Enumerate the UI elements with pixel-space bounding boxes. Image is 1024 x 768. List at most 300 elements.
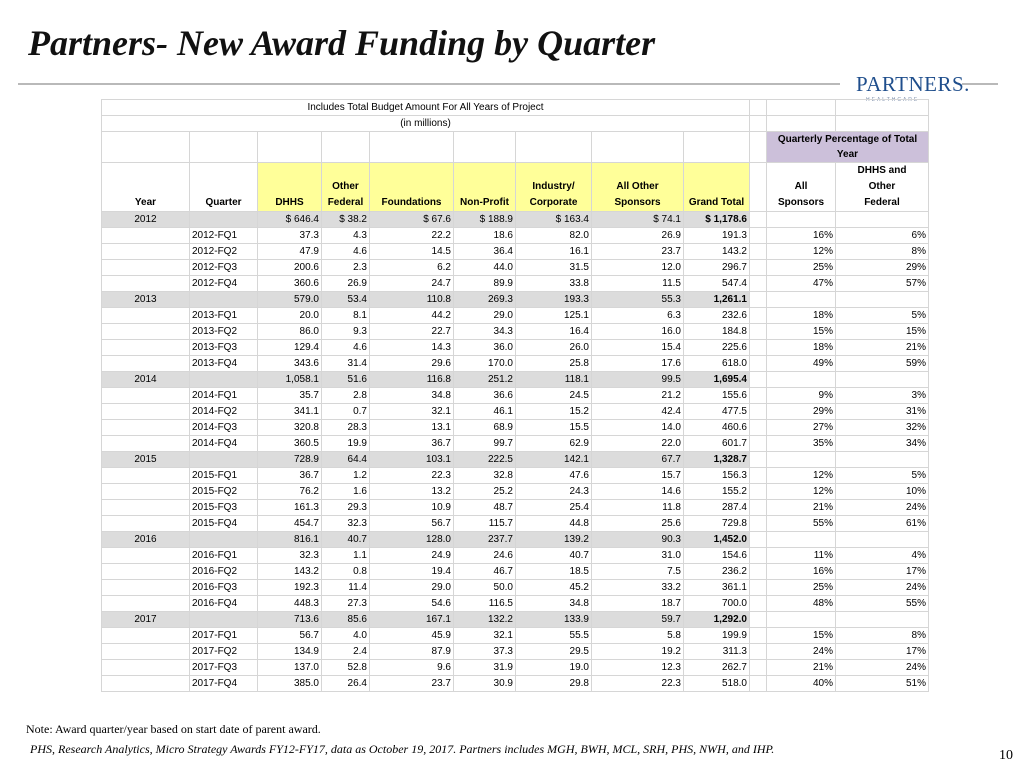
- quarter-row: [102, 644, 929, 660]
- cell-other_federal: $ 38.2: [322, 212, 370, 228]
- spacer-cell: [750, 260, 767, 276]
- column-header-line: [456, 179, 513, 195]
- cell-all_other_sponsors: 16.0: [592, 324, 684, 340]
- cell-year: [102, 580, 190, 596]
- cell-year: [102, 564, 190, 580]
- cell-foundations: 54.6: [370, 596, 454, 612]
- cell-all_other_sponsors: 55.3: [592, 292, 684, 308]
- cell-grand_total: 225.6: [684, 340, 750, 356]
- cell-foundations: 22.2: [370, 228, 454, 244]
- cell-dhhs: 47.9: [258, 244, 322, 260]
- cell-dhhs: 816.1: [258, 532, 322, 548]
- spacer-cell: [750, 308, 767, 324]
- cell-quarter: 2014-FQ3: [190, 420, 258, 436]
- subtitle-row-1: [102, 100, 929, 116]
- cell-year: [102, 420, 190, 436]
- cell-non_profit: $ 188.9: [454, 212, 516, 228]
- cell-other_federal: 53.4: [322, 292, 370, 308]
- cell-pct_dhhs_other_federal: 51%: [836, 676, 929, 692]
- cell-pct_dhhs_other_federal: 61%: [836, 516, 929, 532]
- cell-industry_corporate: 33.8: [516, 276, 592, 292]
- spacer-cell: [750, 244, 767, 260]
- cell-foundations: 22.7: [370, 324, 454, 340]
- quarter-row: [102, 308, 929, 324]
- cell-foundations: $ 67.6: [370, 212, 454, 228]
- cell-other_federal: 27.3: [322, 596, 370, 612]
- cell-pct_dhhs_other_federal: [836, 292, 929, 308]
- cell-industry_corporate: 29.8: [516, 676, 592, 692]
- quarter-row: [102, 516, 929, 532]
- column-header-line: [260, 179, 319, 195]
- cell-pct_all_sponsors: 15%: [767, 628, 836, 644]
- cell-grand_total: 729.8: [684, 516, 750, 532]
- cell-grand_total: 1,695.4: [684, 372, 750, 388]
- cell-all_other_sponsors: 21.2: [592, 388, 684, 404]
- cell-quarter: 2012-FQ4: [190, 276, 258, 292]
- cell-other_federal: 0.7: [322, 404, 370, 420]
- spacer-cell: [750, 292, 767, 308]
- cell-dhhs: 134.9: [258, 644, 322, 660]
- cell-dhhs: 1,058.1: [258, 372, 322, 388]
- cell-non_profit: 31.9: [454, 660, 516, 676]
- cell-other_federal: 51.6: [322, 372, 370, 388]
- year-total-row: [102, 532, 929, 548]
- cell-pct_all_sponsors: 18%: [767, 340, 836, 356]
- cell-pct_dhhs_other_federal: [836, 372, 929, 388]
- cell-non_profit: 37.3: [454, 644, 516, 660]
- cell-dhhs: 454.7: [258, 516, 322, 532]
- cell-pct_all_sponsors: 11%: [767, 548, 836, 564]
- cell-dhhs: 200.6: [258, 260, 322, 276]
- column-header-line: [260, 163, 319, 179]
- cell-foundations: 34.8: [370, 388, 454, 404]
- cell-all_other_sponsors: 11.5: [592, 276, 684, 292]
- cell-dhhs: 579.0: [258, 292, 322, 308]
- cell-grand_total: 156.3: [684, 468, 750, 484]
- cell-year: 2014: [102, 372, 190, 388]
- cell-quarter: 2013-FQ2: [190, 324, 258, 340]
- cell-non_profit: 36.4: [454, 244, 516, 260]
- cell-quarter: [190, 212, 258, 228]
- cell-quarter: [190, 292, 258, 308]
- cell-pct_all_sponsors: [767, 292, 836, 308]
- cell-pct_dhhs_other_federal: 8%: [836, 244, 929, 260]
- cell-quarter: 2014-FQ4: [190, 436, 258, 452]
- cell-pct_all_sponsors: 9%: [767, 388, 836, 404]
- quarter-row: [102, 548, 929, 564]
- cell-non_profit: 89.9: [454, 276, 516, 292]
- quarter-row: [102, 324, 929, 340]
- cell-dhhs: 56.7: [258, 628, 322, 644]
- cell-pct_dhhs_other_federal: 17%: [836, 564, 929, 580]
- cell-other_federal: 2.8: [322, 388, 370, 404]
- column-header-line: [686, 179, 747, 195]
- quarter-row: [102, 340, 929, 356]
- table-subtitle-line2: (in millions): [102, 116, 750, 132]
- cell-industry_corporate: 44.8: [516, 516, 592, 532]
- cell-grand_total: 1,261.1: [684, 292, 750, 308]
- cell-year: 2017: [102, 612, 190, 628]
- cell-industry_corporate: 55.5: [516, 628, 592, 644]
- cell-grand_total: 1,452.0: [684, 532, 750, 548]
- column-header-line: Other: [868, 181, 896, 192]
- cell-foundations: 22.3: [370, 468, 454, 484]
- cell-all_other_sponsors: $ 74.1: [592, 212, 684, 228]
- cell-grand_total: 155.2: [684, 484, 750, 500]
- cell-industry_corporate: 125.1: [516, 308, 592, 324]
- cell-other_federal: 52.8: [322, 660, 370, 676]
- cell-all_other_sponsors: 14.0: [592, 420, 684, 436]
- cell-non_profit: 50.0: [454, 580, 516, 596]
- cell-pct_all_sponsors: 29%: [767, 404, 836, 420]
- cell-industry_corporate: 31.5: [516, 260, 592, 276]
- cell-all_other_sponsors: 22.3: [592, 676, 684, 692]
- cell-industry_corporate: 142.1: [516, 452, 592, 468]
- cell-pct_dhhs_other_federal: 5%: [836, 468, 929, 484]
- partners-logo: PARTNERS.: [856, 72, 970, 96]
- cell-all_other_sponsors: 5.8: [592, 628, 684, 644]
- cell-industry_corporate: 62.9: [516, 436, 592, 452]
- cell-other_federal: 32.3: [322, 516, 370, 532]
- cell-pct_dhhs_other_federal: 34%: [836, 436, 929, 452]
- spacer-cell: [750, 388, 767, 404]
- cell-other_federal: 1.2: [322, 468, 370, 484]
- spacer-cell: [750, 580, 767, 596]
- spacer-cell: [750, 372, 767, 388]
- cell-industry_corporate: 40.7: [516, 548, 592, 564]
- cell-quarter: 2012-FQ3: [190, 260, 258, 276]
- cell-year: [102, 660, 190, 676]
- cell-other_federal: 1.1: [322, 548, 370, 564]
- cell-quarter: 2014-FQ2: [190, 404, 258, 420]
- spacer-cell: [750, 468, 767, 484]
- quarter-row: [102, 276, 929, 292]
- cell-all_other_sponsors: 67.7: [592, 452, 684, 468]
- partners-logo-subtitle: HEALTHCARE: [866, 97, 920, 103]
- cell-other_federal: 4.0: [322, 628, 370, 644]
- spacer-cell: [750, 660, 767, 676]
- column-header-line: Federal: [327, 197, 364, 208]
- cell-foundations: 128.0: [370, 532, 454, 548]
- cell-industry_corporate: 18.5: [516, 564, 592, 580]
- cell-grand_total: 155.6: [684, 388, 750, 404]
- column-header-line: [594, 163, 681, 179]
- cell-grand_total: 477.5: [684, 404, 750, 420]
- cell-foundations: 116.8: [370, 372, 454, 388]
- cell-foundations: 44.2: [370, 308, 454, 324]
- cell-grand_total: 191.3: [684, 228, 750, 244]
- column-header-pct_all_sponsors: [767, 163, 836, 212]
- cell-all_other_sponsors: 31.0: [592, 548, 684, 564]
- cell-pct_all_sponsors: [767, 452, 836, 468]
- spacer-cell: [750, 228, 767, 244]
- cell-non_profit: 251.2: [454, 372, 516, 388]
- cell-foundations: 6.2: [370, 260, 454, 276]
- cell-pct_dhhs_other_federal: [836, 532, 929, 548]
- cell-year: [102, 468, 190, 484]
- cell-dhhs: 343.6: [258, 356, 322, 372]
- cell-grand_total: 311.3: [684, 644, 750, 660]
- cell-year: [102, 484, 190, 500]
- cell-all_other_sponsors: 99.5: [592, 372, 684, 388]
- cell-dhhs: 37.3: [258, 228, 322, 244]
- quarter-row: [102, 260, 929, 276]
- cell-non_profit: 68.9: [454, 420, 516, 436]
- cell-dhhs: 713.6: [258, 612, 322, 628]
- cell-non_profit: 115.7: [454, 516, 516, 532]
- quarter-row: [102, 564, 929, 580]
- cell-foundations: 167.1: [370, 612, 454, 628]
- cell-pct_dhhs_other_federal: 21%: [836, 340, 929, 356]
- quarter-row: [102, 484, 929, 500]
- cell-year: [102, 244, 190, 260]
- cell-dhhs: 341.1: [258, 404, 322, 420]
- cell-grand_total: 618.0: [684, 356, 750, 372]
- cell-all_other_sponsors: 12.3: [592, 660, 684, 676]
- cell-industry_corporate: $ 163.4: [516, 212, 592, 228]
- cell-other_federal: 64.4: [322, 452, 370, 468]
- cell-all_other_sponsors: 11.8: [592, 500, 684, 516]
- cell-pct_dhhs_other_federal: 17%: [836, 644, 929, 660]
- quarter-row: [102, 580, 929, 596]
- spacer-cell: [750, 324, 767, 340]
- cell-all_other_sponsors: 7.5: [592, 564, 684, 580]
- cell-foundations: 32.1: [370, 404, 454, 420]
- column-header-line: All: [794, 181, 808, 192]
- cell-year: [102, 340, 190, 356]
- cell-non_profit: 116.5: [454, 596, 516, 612]
- page-number: 10: [999, 748, 1013, 763]
- year-total-row: [102, 372, 929, 388]
- cell-year: [102, 260, 190, 276]
- cell-quarter: 2015-FQ4: [190, 516, 258, 532]
- cell-other_federal: 1.6: [322, 484, 370, 500]
- column-header-line: [372, 163, 451, 179]
- cell-foundations: 29.0: [370, 580, 454, 596]
- cell-year: [102, 676, 190, 692]
- column-header-line: Sponsors: [614, 197, 661, 208]
- column-header-dhhs: [258, 163, 322, 212]
- cell-industry_corporate: 19.0: [516, 660, 592, 676]
- cell-pct_dhhs_other_federal: 32%: [836, 420, 929, 436]
- cell-foundations: 36.7: [370, 436, 454, 452]
- subtitle-row-2: [102, 116, 929, 132]
- cell-non_profit: 34.3: [454, 324, 516, 340]
- cell-foundations: 103.1: [370, 452, 454, 468]
- cell-pct_all_sponsors: 25%: [767, 580, 836, 596]
- cell-all_other_sponsors: 59.7: [592, 612, 684, 628]
- quarter-row: [102, 596, 929, 612]
- spacer-cell: [750, 676, 767, 692]
- cell-all_other_sponsors: 14.6: [592, 484, 684, 500]
- cell-all_other_sponsors: 90.3: [592, 532, 684, 548]
- cell-quarter: 2017-FQ4: [190, 676, 258, 692]
- cell-year: [102, 324, 190, 340]
- quarter-row: [102, 660, 929, 676]
- cell-industry_corporate: 118.1: [516, 372, 592, 388]
- cell-industry_corporate: 133.9: [516, 612, 592, 628]
- cell-industry_corporate: 25.8: [516, 356, 592, 372]
- cell-industry_corporate: 16.4: [516, 324, 592, 340]
- cell-pct_dhhs_other_federal: 10%: [836, 484, 929, 500]
- cell-non_profit: 30.9: [454, 676, 516, 692]
- cell-pct_all_sponsors: 21%: [767, 500, 836, 516]
- quarter-row: [102, 500, 929, 516]
- cell-industry_corporate: 24.5: [516, 388, 592, 404]
- spacer-cell: [750, 548, 767, 564]
- cell-year: [102, 516, 190, 532]
- cell-all_other_sponsors: 19.2: [592, 644, 684, 660]
- cell-pct_dhhs_other_federal: 24%: [836, 500, 929, 516]
- cell-pct_all_sponsors: 27%: [767, 420, 836, 436]
- quarter-row: [102, 436, 929, 452]
- cell-foundations: 14.5: [370, 244, 454, 260]
- cell-foundations: 56.7: [370, 516, 454, 532]
- column-header-line: DHHS and: [857, 165, 907, 176]
- cell-pct_all_sponsors: 49%: [767, 356, 836, 372]
- cell-other_federal: 9.3: [322, 324, 370, 340]
- cell-quarter: [190, 532, 258, 548]
- column-header-line: Non-Profit: [460, 197, 509, 208]
- cell-dhhs: 360.5: [258, 436, 322, 452]
- cell-year: [102, 404, 190, 420]
- cell-pct_dhhs_other_federal: 15%: [836, 324, 929, 340]
- cell-industry_corporate: 45.2: [516, 580, 592, 596]
- cell-non_profit: 48.7: [454, 500, 516, 516]
- cell-year: [102, 628, 190, 644]
- cell-foundations: 87.9: [370, 644, 454, 660]
- cell-quarter: 2012-FQ1: [190, 228, 258, 244]
- cell-pct_dhhs_other_federal: [836, 452, 929, 468]
- cell-dhhs: 20.0: [258, 308, 322, 324]
- cell-all_other_sponsors: 42.4: [592, 404, 684, 420]
- cell-non_profit: 36.0: [454, 340, 516, 356]
- cell-dhhs: 36.7: [258, 468, 322, 484]
- cell-grand_total: 184.8: [684, 324, 750, 340]
- cell-dhhs: $ 646.4: [258, 212, 322, 228]
- cell-dhhs: 192.3: [258, 580, 322, 596]
- cell-non_profit: 36.6: [454, 388, 516, 404]
- spacer-cell: [750, 163, 767, 212]
- column-header-line: Corporate: [529, 197, 578, 208]
- cell-grand_total: 199.9: [684, 628, 750, 644]
- cell-pct_dhhs_other_federal: 29%: [836, 260, 929, 276]
- cell-quarter: [190, 372, 258, 388]
- cell-foundations: 10.9: [370, 500, 454, 516]
- cell-pct_dhhs_other_federal: [836, 612, 929, 628]
- cell-pct_dhhs_other_federal: 5%: [836, 308, 929, 324]
- year-total-row: [102, 212, 929, 228]
- cell-non_profit: 29.0: [454, 308, 516, 324]
- cell-all_other_sponsors: 25.6: [592, 516, 684, 532]
- quarter-row: [102, 420, 929, 436]
- cell-pct_all_sponsors: 16%: [767, 228, 836, 244]
- cell-pct_dhhs_other_federal: 6%: [836, 228, 929, 244]
- cell-non_profit: 237.7: [454, 532, 516, 548]
- column-header-row: [102, 163, 929, 212]
- cell-dhhs: 32.3: [258, 548, 322, 564]
- cell-non_profit: 44.0: [454, 260, 516, 276]
- cell-quarter: 2015-FQ1: [190, 468, 258, 484]
- cell-other_federal: 85.6: [322, 612, 370, 628]
- cell-grand_total: 1,292.0: [684, 612, 750, 628]
- cell-dhhs: 385.0: [258, 676, 322, 692]
- table-body: [102, 100, 929, 692]
- cell-industry_corporate: 29.5: [516, 644, 592, 660]
- cell-other_federal: 4.3: [322, 228, 370, 244]
- cell-grand_total: $ 1,178.6: [684, 212, 750, 228]
- cell-dhhs: 143.2: [258, 564, 322, 580]
- cell-grand_total: 232.6: [684, 308, 750, 324]
- column-header-non_profit: [454, 163, 516, 212]
- cell-pct_all_sponsors: 18%: [767, 308, 836, 324]
- cell-other_federal: 19.9: [322, 436, 370, 452]
- column-header-line: [518, 163, 589, 179]
- cell-pct_dhhs_other_federal: 55%: [836, 596, 929, 612]
- quarter-row: [102, 628, 929, 644]
- cell-dhhs: 129.4: [258, 340, 322, 356]
- year-total-row: [102, 452, 929, 468]
- cell-all_other_sponsors: 22.0: [592, 436, 684, 452]
- funding-table: [101, 99, 929, 692]
- cell-year: [102, 436, 190, 452]
- cell-grand_total: 1,328.7: [684, 452, 750, 468]
- spacer-cell: [750, 564, 767, 580]
- cell-quarter: 2016-FQ3: [190, 580, 258, 596]
- column-header-line: [769, 163, 833, 179]
- column-header-line: Foundations: [381, 197, 442, 208]
- table-subtitle-line1: Includes Total Budget Amount For All Years of Project: [102, 100, 750, 116]
- cell-all_other_sponsors: 6.3: [592, 308, 684, 324]
- cell-all_other_sponsors: 26.9: [592, 228, 684, 244]
- cell-grand_total: 361.1: [684, 580, 750, 596]
- cell-pct_all_sponsors: [767, 532, 836, 548]
- cell-non_profit: 46.7: [454, 564, 516, 580]
- spacer-cell: [750, 596, 767, 612]
- cell-pct_all_sponsors: 12%: [767, 468, 836, 484]
- cell-grand_total: 154.6: [684, 548, 750, 564]
- column-header-line: Federal: [864, 197, 900, 208]
- cell-other_federal: 4.6: [322, 340, 370, 356]
- cell-quarter: 2012-FQ2: [190, 244, 258, 260]
- cell-other_federal: 11.4: [322, 580, 370, 596]
- cell-pct_all_sponsors: [767, 612, 836, 628]
- cell-non_profit: 132.2: [454, 612, 516, 628]
- cell-grand_total: 518.0: [684, 676, 750, 692]
- cell-grand_total: 143.2: [684, 244, 750, 260]
- cell-industry_corporate: 193.3: [516, 292, 592, 308]
- cell-foundations: 19.4: [370, 564, 454, 580]
- cell-industry_corporate: 24.3: [516, 484, 592, 500]
- column-header-quarter: [190, 163, 258, 212]
- cell-pct_all_sponsors: 35%: [767, 436, 836, 452]
- cell-industry_corporate: 82.0: [516, 228, 592, 244]
- column-header-line: Year: [134, 197, 157, 208]
- cell-pct_dhhs_other_federal: 59%: [836, 356, 929, 372]
- cell-non_profit: 222.5: [454, 452, 516, 468]
- cell-non_profit: 18.6: [454, 228, 516, 244]
- cell-quarter: 2016-FQ2: [190, 564, 258, 580]
- cell-year: [102, 548, 190, 564]
- cell-quarter: [190, 612, 258, 628]
- column-header-line: Sponsors: [777, 197, 825, 208]
- cell-other_federal: 29.3: [322, 500, 370, 516]
- column-header-grand_total: [684, 163, 750, 212]
- quarter-row: [102, 388, 929, 404]
- column-header-line: Grand Total: [688, 197, 745, 208]
- cell-foundations: 23.7: [370, 676, 454, 692]
- column-header-line: [324, 163, 367, 179]
